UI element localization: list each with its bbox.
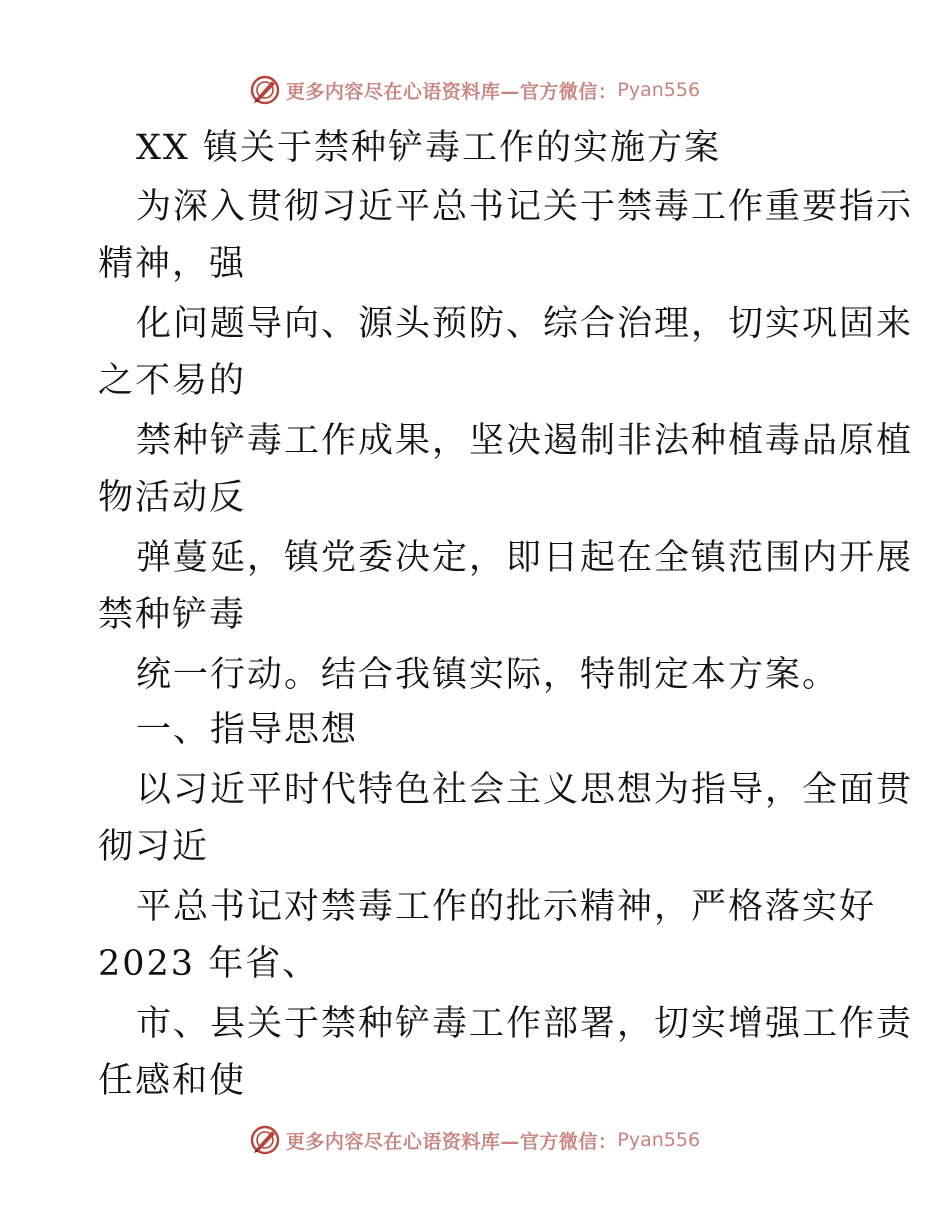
paragraph-line: 统一行动。结合我镇实际，特制定本方案。 (136, 655, 840, 695)
watermark-text: 更多内容尽在心语资料库—官方微信： (285, 1130, 618, 1153)
section-heading: 一、指导思想 (136, 710, 359, 750)
paragraph-line: 禁种铲毒 (98, 595, 247, 635)
watermark-brand: Pyan556 (617, 1129, 701, 1151)
paragraph-line: 彻习近 (98, 827, 210, 867)
paragraph-line: 化问题导向、源头预防、综合治理，切实巩固来 (136, 304, 914, 344)
paragraph-line: 物活动反 (98, 478, 247, 518)
pen-logo-icon (250, 1125, 280, 1155)
paragraph-line: 为深入贯彻习近平总书记关于禁毒工作重要指示 (136, 187, 914, 227)
document-title: XX 镇关于禁种铲毒工作的实施方案 (136, 128, 721, 168)
pen-logo-icon (250, 75, 280, 105)
paragraph-line: 精神，强 (98, 244, 247, 284)
paragraph-line: 市、县关于禁种铲毒工作部署，切实增强工作责 (136, 1004, 914, 1044)
paragraph-line: 任感和使 (98, 1061, 247, 1101)
paragraph-line: 禁种铲毒工作成果，坚决遏制非法种植毒品原植 (136, 421, 914, 461)
footer-watermark (0, 1120, 950, 1160)
paragraph-line: 以习近平时代特色社会主义思想为指导，全面贯 (136, 770, 914, 810)
header-watermark (0, 70, 950, 110)
paragraph-line: 2023 年省、 (98, 944, 320, 984)
watermark-text: 更多内容尽在心语资料库—官方微信： (285, 80, 618, 103)
paragraph-line: 之不易的 (98, 361, 247, 401)
watermark-brand: Pyan556 (617, 79, 701, 101)
paragraph-line: 平总书记对禁毒工作的批示精神，严格落实好 (136, 887, 877, 927)
paragraph-line: 弹蔓延，镇党委决定，即日起在全镇范围内开展 (136, 538, 914, 578)
